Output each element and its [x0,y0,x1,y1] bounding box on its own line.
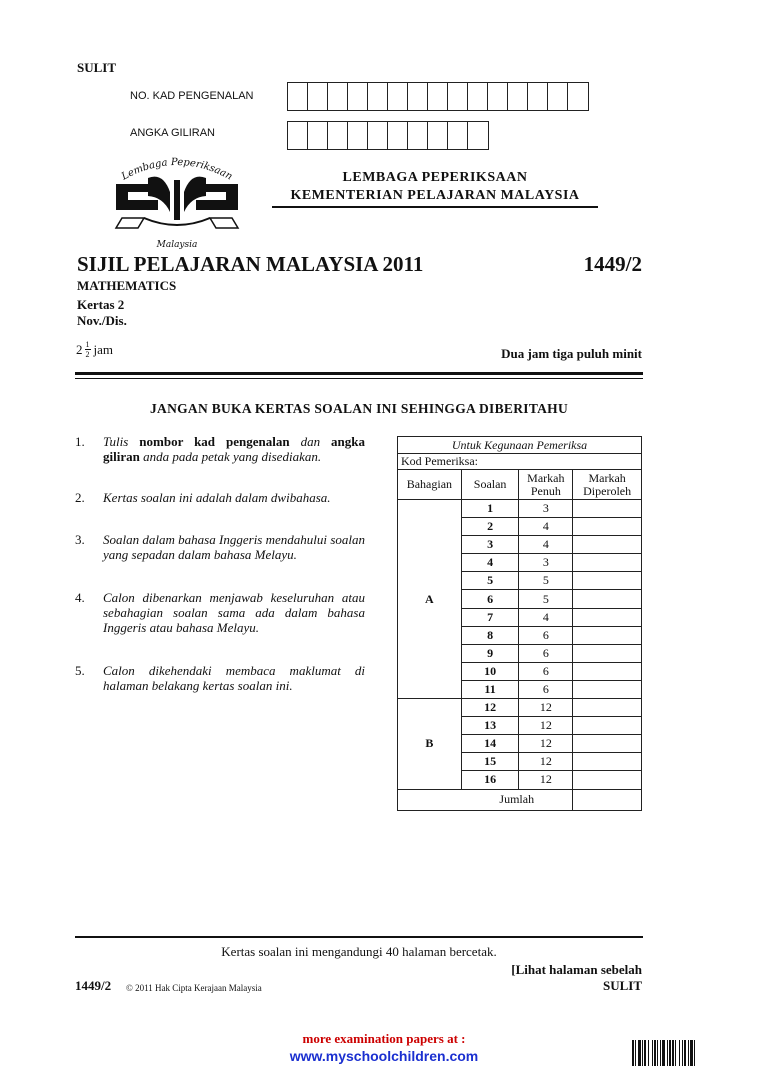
digit-box[interactable] [488,83,508,110]
barcode-bar [642,1040,643,1066]
instruction-text: Tulis nombor kad pengenalan dan angka giliran anda pada petak yang disediakan. [103,434,366,464]
instruction-2 [75,490,365,505]
digit-box[interactable] [468,83,488,110]
instruction-3 [75,532,365,562]
digit-box[interactable] [408,122,428,149]
barcode-bar [679,1040,680,1066]
full-marks: 4 [519,536,573,554]
barcode-bar [675,1040,676,1066]
barcode-bar [654,1040,656,1066]
barcode-image [632,1040,736,1066]
marks-obtained-cell[interactable] [573,626,642,644]
barcode-bar [657,1040,658,1066]
examiner-table [397,436,642,811]
barcode-bar [682,1040,683,1066]
barcode-bar [672,1040,674,1066]
digit-box[interactable] [288,122,308,149]
question-number: 3 [461,536,519,554]
section-label: B [398,699,462,789]
instruction-4 [75,590,365,635]
marks-obtained-cell[interactable] [573,717,642,735]
exam-title: SIJIL PELAJARAN MALAYSIA 2011 [77,252,424,276]
digit-box[interactable] [308,122,328,149]
barcode-bar [667,1040,668,1066]
id-number-boxes[interactable] [287,82,589,111]
subject: MATHEMATICS [77,278,177,293]
digit-box[interactable] [408,83,428,110]
digit-box[interactable] [368,122,388,149]
digit-box[interactable] [568,83,588,110]
duration-whole: 2 [76,341,83,357]
instruction-text: Soalan dalam bahasa Inggeris mendahului soalan yang sepadan dalam bahasa Melayu. [103,532,365,562]
digit-box[interactable] [548,83,568,110]
duration-unit: jam [93,341,113,357]
full-marks: 6 [519,626,573,644]
digit-box[interactable] [328,83,348,110]
marks-obtained-cell[interactable] [573,554,642,572]
full-marks: 6 [519,680,573,698]
instruction-text: Kertas soalan ini adalah dalam dwibahasa. [103,490,331,505]
duration-numerator: 1 [85,340,90,349]
instruction-number: 2. [75,490,85,505]
instruction-1 [75,434,365,464]
table-row [398,699,642,717]
marks-obtained-cell[interactable] [573,699,642,717]
question-number: 1 [461,500,519,518]
copyright: © 2011 Hak Cipta Kerajaan Malaysia [126,983,262,993]
digit-box[interactable] [288,83,308,110]
marks-obtained-cell[interactable] [573,572,642,590]
duration-fraction [85,340,91,359]
duration [76,340,113,359]
question-number: 9 [461,644,519,662]
jumlah-label: Jumlah [461,789,572,810]
digit-box[interactable] [348,83,368,110]
question-number: 2 [461,518,519,536]
digit-box[interactable] [388,83,408,110]
barcode-bar [690,1040,693,1066]
svg-text:Lembaga Peperiksaan: Lembaga Peperiksaan [119,156,235,183]
digit-box[interactable] [328,122,348,149]
question-number: 6 [461,590,519,608]
barcode-bar [684,1040,686,1066]
id-number-label: NO. KAD PENGENALAN [130,90,254,102]
digit-box[interactable] [528,83,548,110]
duration-words: Dua jam tiga puluh minit [501,346,642,361]
barcode-bar [638,1040,641,1066]
promo-url-link[interactable]: www.myschoolchildren.com [289,1048,479,1064]
instruction-number: 5. [75,663,85,678]
angka-giliran-boxes[interactable] [287,121,489,150]
exam-session: Nov./Dis. [77,313,127,328]
footer-divider [75,936,643,938]
marks-obtained-cell[interactable] [573,735,642,753]
full-marks: 5 [519,572,573,590]
full-marks: 4 [519,608,573,626]
full-marks: 12 [519,717,573,735]
digit-box[interactable] [448,122,468,149]
barcode-bar [648,1040,649,1066]
exam-code: 1449/2 [583,252,642,276]
full-marks: 12 [519,753,573,771]
question-number: 7 [461,608,519,626]
board-line-1: LEMBAGA PEPERIKSAAN [342,170,528,185]
promo-text: more examination papers at : [302,1031,466,1046]
full-marks: 6 [519,644,573,662]
marks-obtained-cell[interactable] [573,536,642,554]
marks-obtained-cell[interactable] [573,590,642,608]
digit-box[interactable] [428,83,448,110]
sulit-label-top: SULIT [77,60,117,75]
question-number: 10 [461,662,519,680]
question-number: 5 [461,572,519,590]
instruction-text: Calon dikehendaki membaca maklumat di halaman belakang kertas soalan ini. [103,663,365,693]
divider-thin [75,378,643,379]
full-marks: 12 [519,771,573,789]
jumlah-spacer [398,789,462,810]
barcode-bar [688,1040,689,1066]
instruction-number: 1. [75,434,85,449]
full-marks: 5 [519,590,573,608]
examiner-code-field[interactable]: Kod Pemeriksa: [398,454,642,470]
digit-box[interactable] [348,122,368,149]
lembaga-peperiksaan-logo [108,152,246,252]
question-number: 4 [461,554,519,572]
barcode-bar [652,1040,653,1066]
digit-box[interactable] [428,122,448,149]
instruction-5 [75,663,365,693]
col-markah-diperoleh: Markah Diperoleh [573,470,642,500]
section-label: A [398,500,462,699]
divider-thick [75,372,643,375]
svg-text:Malaysia: Malaysia [156,240,198,250]
marks-obtained-cell[interactable] [573,771,642,789]
angka-giliran-label: ANGKA GILIRAN [130,127,215,139]
duration-denominator: 2 [85,350,90,359]
instruction-text: Calon dibenarkan menjawab keseluruhan atau sebahagian soalan sama ada dalam bahasa Inggeris atau bahasa Melayu. [103,590,365,635]
full-marks: 4 [519,518,573,536]
question-number: 13 [461,717,519,735]
jumlah-value-cell[interactable] [573,789,642,810]
instruction-number: 4. [75,590,85,605]
barcode-bar [660,1040,661,1066]
marks-obtained-cell[interactable] [573,662,642,680]
digit-box[interactable] [508,83,528,110]
barcode-bar [694,1040,695,1066]
question-number: 14 [461,735,519,753]
pages-note: Kertas soalan ini mengandungi 40 halaman bercetak. [221,944,497,959]
table-title: Untuk Kegunaan Pemeriksa [398,437,642,454]
full-marks: 12 [519,735,573,753]
col-bahagian: Bahagian [398,470,462,500]
marks-obtained-cell[interactable] [573,753,642,771]
question-number: 8 [461,626,519,644]
barcode-bar [669,1040,671,1066]
full-marks: 3 [519,554,573,572]
board-underline [272,206,598,208]
marks-obtained-cell[interactable] [573,608,642,626]
marks-obtained-cell[interactable] [573,518,642,536]
col-markah-penuh: Markah Penuh [519,470,573,500]
footer-code: 1449/2 [75,978,112,993]
table-row [398,500,642,518]
next-page-note: [Lihat halaman sebelah [511,962,642,977]
question-number: 11 [461,680,519,698]
warning-text: JANGAN BUKA KERTAS SOALAN INI SEHINGGA DIBERITAHU [149,401,569,416]
digit-box[interactable] [368,83,388,110]
question-number: 15 [461,753,519,771]
board-line-2: KEMENTERIAN PELAJARAN MALAYSIA [290,188,580,203]
barcode-bar [644,1040,646,1066]
question-number: 16 [461,771,519,789]
instruction-number: 3. [75,532,85,547]
barcode-bar [635,1040,636,1066]
full-marks: 6 [519,662,573,680]
digit-box[interactable] [448,83,468,110]
barcode-bar [662,1040,665,1066]
digit-box[interactable] [308,83,328,110]
digit-box[interactable] [388,122,408,149]
full-marks: 3 [519,500,573,518]
col-soalan: Soalan [461,470,519,500]
marks-obtained-cell[interactable] [573,500,642,518]
barcode-bar [632,1040,634,1066]
paper-number: Kertas 2 [77,297,125,312]
marks-obtained-cell[interactable] [573,680,642,698]
marks-obtained-cell[interactable] [573,644,642,662]
digit-box[interactable] [468,122,488,149]
question-number: 12 [461,699,519,717]
full-marks: 12 [519,699,573,717]
sulit-label-bottom: SULIT [602,978,642,993]
